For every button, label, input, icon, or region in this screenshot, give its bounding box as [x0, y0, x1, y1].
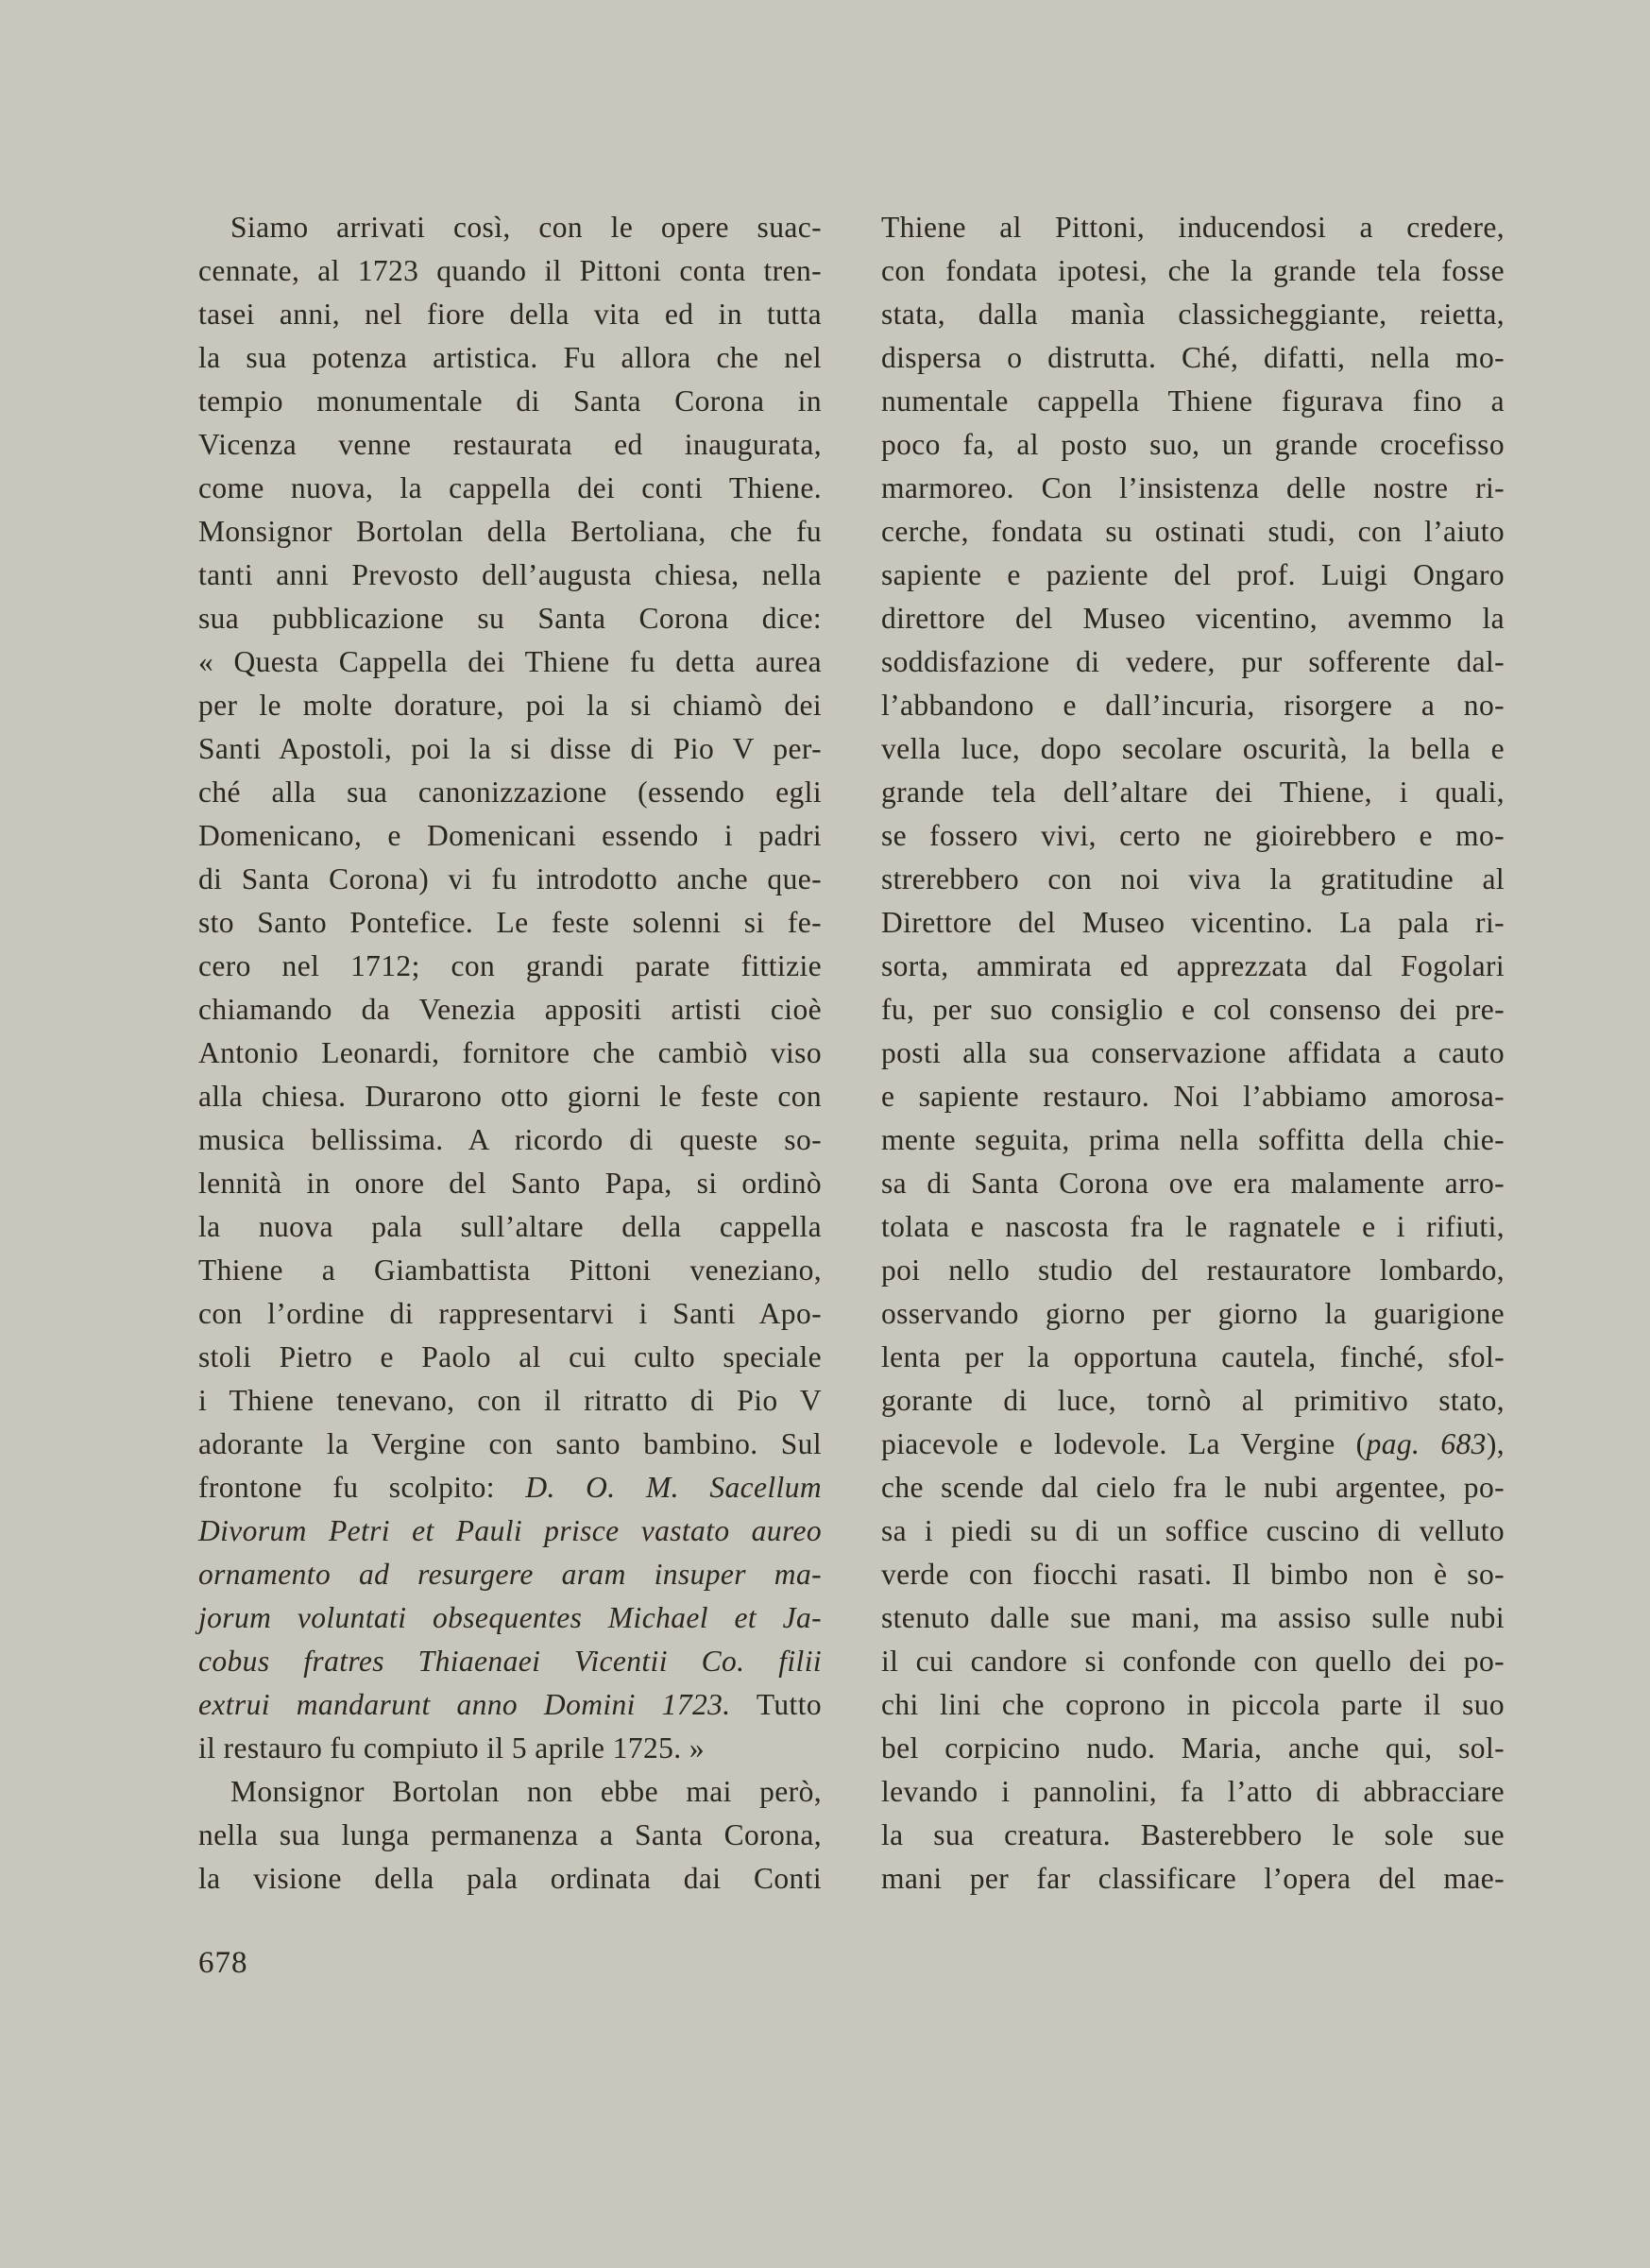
text-line: la visione della pala ordinata dai Conti — [198, 1862, 822, 1895]
text-line: Monsignor Bortolan non ebbe mai però, — [230, 1775, 822, 1808]
text-line: cero nel 1712; con grandi parate fittizie — [198, 949, 822, 982]
text-line: Vicenza venne restaurata ed inaugurata, — [198, 428, 822, 461]
text-span: piacevole e lodevole. La Vergine ( — [881, 1427, 1367, 1460]
text-line: con l’ordine di rappresentarvi i Santi Apo- — [198, 1297, 822, 1330]
latin-inscription: jorum voluntati obsequentes Michael et Ja- — [198, 1601, 822, 1634]
text-line: « Questa Cappella dei Thiene fu detta aurea — [198, 645, 822, 678]
text-span: frontone fu scolpito: — [198, 1471, 526, 1504]
text-line: marmoreo. Con l’insistenza delle nostre ri- — [881, 471, 1505, 504]
right-column — [881, 206, 1505, 1901]
text-line: soddisfazione di vedere, pur sofferente dal- — [881, 645, 1505, 678]
text-line: con fondata ipotesi, che la grande tela fosse — [881, 254, 1505, 287]
text-line: sorta, ammirata ed apprezzata dal Fogolari — [881, 949, 1505, 982]
text-line: nella sua lunga permanenza a Santa Corona, — [198, 1818, 822, 1851]
text-line: la sua potenza artistica. Fu allora che nel — [198, 341, 822, 374]
text-span: Tutto — [730, 1688, 822, 1721]
text-line: il cui candore si confonde con quello dei po- — [881, 1645, 1505, 1678]
text-line: Siamo arrivati così, con le opere suac- — [230, 211, 822, 244]
latin-inscription: D. O. M. Sacellum — [525, 1471, 822, 1504]
text-line: direttore del Museo vicentino, avemmo la — [881, 602, 1505, 635]
text-line: ché alla sua canonizzazione (essendo egli — [198, 776, 822, 809]
text-line: mente seguita, prima nella soffitta della chie- — [881, 1123, 1505, 1156]
text-line: grande tela dell’altare dei Thiene, i quali, — [881, 776, 1505, 809]
text-line — [198, 1683, 822, 1727]
text-line: lenta per la opportuna cautela, finché, sfol- — [881, 1340, 1505, 1373]
text-line: verde con fiocchi rasati. Il bimbo non è so- — [881, 1558, 1505, 1591]
text-line: cerche, fondata su ostinati studi, con l’aiuto — [881, 515, 1505, 548]
text-line: alla chiesa. Durarono otto giorni le feste con — [198, 1080, 822, 1113]
text-line: cennate, al 1723 quando il Pittoni conta tren- — [198, 254, 822, 287]
text-line: Antonio Leonardi, fornitore che cambiò viso — [198, 1036, 822, 1069]
page-number: 678 — [198, 1946, 248, 1980]
text-line: e sapiente restauro. Noi l’abbiamo amorosa- — [881, 1080, 1505, 1113]
text-line: musica bellissima. A ricordo di queste so- — [198, 1123, 822, 1156]
text-line: sa di Santa Corona ove era malamente arro- — [881, 1167, 1505, 1200]
latin-inscription: cobus fratres Thiaenaei Vicentii Co. filii — [198, 1645, 822, 1678]
text-line: tolata e nascosta fra le ragnatele e i rifiuti, — [881, 1210, 1505, 1243]
text-line: la nuova pala sull’altare della cappella — [198, 1210, 822, 1243]
text-line: strerebbero con noi viva la gratitudine al — [881, 862, 1505, 895]
text-line: vella luce, dopo secolare oscurità, la bella e — [881, 732, 1505, 765]
text-line: chi lini che coprono in piccola parte il suo — [881, 1688, 1505, 1721]
text-line: sa i piedi su di un soffice cuscino di velluto — [881, 1514, 1505, 1547]
text-line: che scende dal cielo fra le nubi argentee, po- — [881, 1471, 1505, 1504]
text-line — [198, 1466, 822, 1509]
text-line: posti alla sua conservazione affidata a cauto — [881, 1036, 1505, 1069]
latin-inscription: Divorum Petri et Pauli prisce vastato aureo — [198, 1514, 822, 1547]
text-line: i Thiene tenevano, con il ritratto di Pio V — [198, 1384, 822, 1417]
text-line: Thiene al Pittoni, inducendosi a credere, — [881, 211, 1505, 244]
text-line: bel corpicino nudo. Maria, anche qui, sol- — [881, 1731, 1505, 1765]
text-line: mani per far classificare l’opera del mae- — [881, 1862, 1505, 1895]
text-line: sapiente e paziente del prof. Luigi Ongaro — [881, 558, 1505, 591]
text-line: per le molte dorature, poi la si chiamò dei — [198, 689, 822, 722]
text-line: tempio monumentale di Santa Corona in — [198, 384, 822, 418]
text-line: Thiene a Giambattista Pittoni veneziano, — [198, 1253, 822, 1287]
latin-inscription: extrui mandarunt anno Domini 1723. — [198, 1688, 731, 1721]
text-line: stata, dalla manìa classicheggiante, reietta, — [881, 298, 1505, 331]
page-reference: pag. 683 — [1366, 1427, 1487, 1460]
text-line: numentale cappella Thiene figurava fino a — [881, 384, 1505, 418]
text-line: sto Santo Pontefice. Le feste solenni si fe- — [198, 906, 822, 939]
text-line — [881, 1423, 1505, 1466]
text-line: dispersa o distrutta. Ché, difatti, nella mo- — [881, 341, 1505, 374]
text-line: lennità in onore del Santo Papa, si ordinò — [198, 1167, 822, 1200]
text-line: l’abbandono e dall’incuria, risorgere a no- — [881, 689, 1505, 722]
text-line: se fossero vivi, certo ne gioirebbero e mo- — [881, 819, 1505, 852]
text-line: la sua creatura. Basterebbero le sole sue — [881, 1818, 1505, 1851]
text-line: Monsignor Bortolan della Bertoliana, che fu — [198, 515, 822, 548]
text-span: ), — [1486, 1427, 1505, 1460]
text-line: sua pubblicazione su Santa Corona dice: — [198, 602, 822, 635]
text-line: levando i pannolini, fa l’atto di abbracciare — [881, 1775, 1505, 1808]
left-column — [198, 206, 822, 1901]
text-line: chiamando da Venezia appositi artisti cioè — [198, 993, 822, 1026]
text-line: come nuova, la cappella dei conti Thiene. — [198, 471, 822, 504]
text-line: il restauro fu compiuto il 5 aprile 1725. » — [198, 1731, 705, 1765]
text-line: stoli Pietro e Paolo al cui culto speciale — [198, 1340, 822, 1373]
text-line: gorante di luce, tornò al primitivo stato, — [881, 1384, 1505, 1417]
text-line: Domenicano, e Domenicani essendo i padri — [198, 819, 822, 852]
text-line: poi nello studio del restauratore lombardo, — [881, 1253, 1505, 1287]
text-line: tanti anni Prevosto dell’augusta chiesa, nella — [198, 558, 822, 591]
text-line: adorante la Vergine con santo bambino. Sul — [198, 1427, 822, 1460]
latin-inscription: ornamento ad resurgere aram insuper ma- — [198, 1558, 822, 1591]
text-line: stenuto dalle sue mani, ma assiso sulle nubi — [881, 1601, 1505, 1634]
text-line: poco fa, al posto suo, un grande crocefisso — [881, 428, 1505, 461]
text-line: fu, per suo consiglio e col consenso dei pre- — [881, 993, 1505, 1026]
text-line: tasei anni, nel fiore della vita ed in tutta — [198, 298, 822, 331]
text-line: Santi Apostoli, poi la si disse di Pio V per- — [198, 732, 822, 765]
text-line: osservando giorno per giorno la guarigione — [881, 1297, 1505, 1330]
text-line: Direttore del Museo vicentino. La pala ri- — [881, 906, 1505, 939]
text-line: di Santa Corona) vi fu introdotto anche que- — [198, 862, 822, 895]
